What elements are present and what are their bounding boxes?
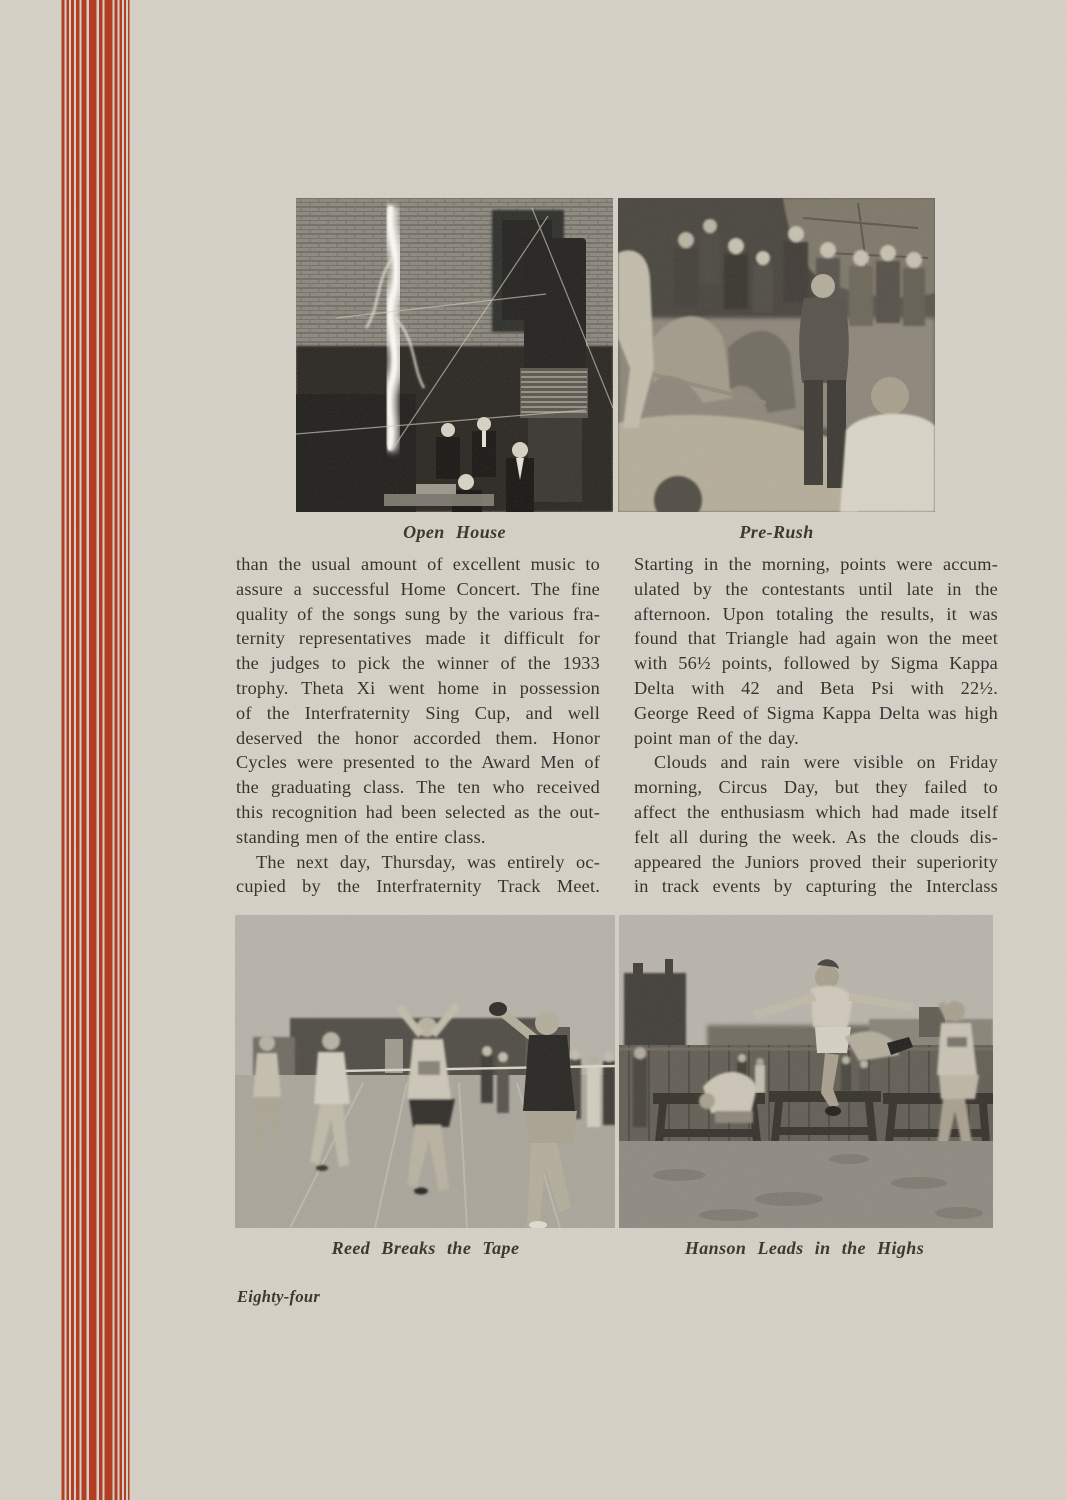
text-line: appeared the Juniors proved their superiority [634, 851, 998, 872]
text-line: ulated by the contestants until late in the [634, 578, 998, 599]
photo-pre-rush [618, 198, 935, 512]
page-number: Eighty-four [237, 1287, 321, 1306]
caption-reed-breaks-tape: Reed Breaks the Tape [331, 1238, 520, 1258]
caption-open-house: Open House [403, 522, 506, 542]
text-line: cupied by the Interfraternity Track Meet. [236, 876, 600, 897]
text-line: felt all during the week. As the clouds dis- [634, 826, 998, 847]
left-border-stripes [58, 0, 132, 1500]
text-line: the graduating class. The ten who received [236, 777, 600, 798]
text-line: quality of the songs sung by the various fra- [236, 603, 600, 624]
text-line: the judges to pick the winner of the 1933 [236, 653, 600, 674]
body-text [236, 552, 998, 899]
text-line: found that Triangle had again won the meet [634, 628, 998, 649]
text-line: Cycles were presented to the Award Men of [236, 752, 600, 773]
text-line: ternity representatives made it difficult for [236, 628, 600, 649]
text-line: of the Interfraternity Sing Cup, and well [236, 702, 600, 723]
caption-pre-rush: Pre-Rush [739, 522, 814, 542]
text-line: George Reed of Sigma Kappa Delta was high [634, 702, 998, 723]
text-line: in track events by capturing the Interclass [634, 876, 998, 897]
crowd-illustration [618, 198, 935, 512]
text-line: Clouds and rain were visible on Friday [654, 752, 998, 773]
text-line: with 56½ points, followed by Sigma Kappa [634, 653, 998, 674]
track-finish-illustration [235, 915, 615, 1228]
photo-reed-breaks-tape [235, 915, 615, 1228]
tesla-coil-illustration [296, 198, 613, 512]
text-column-right [634, 552, 998, 899]
text-line: morning, Circus Day, but they failed to [634, 777, 998, 798]
text-line: Starting in the morning, points were accum- [634, 554, 998, 574]
photo-open-house [296, 198, 613, 512]
text-line: Delta with 42 and Beta Psi with 22½. [634, 677, 998, 698]
text-line: assure a successful Home Concert. The fine [236, 578, 600, 599]
text-line: deserved the honor accorded them. Honor [236, 727, 600, 748]
text-line: trophy. Theta Xi went home in possession [236, 677, 600, 698]
hurdles-race-illustration [619, 915, 993, 1228]
text-line: standing men of the entire class. [236, 826, 486, 847]
text-line: afternoon. Upon totaling the results, it was [634, 603, 998, 624]
text-line: than the usual amount of excellent music to [236, 554, 600, 574]
text-line: affect the enthusiasm which had made itself [634, 801, 998, 822]
caption-hanson-hurdles: Hanson Leads in the Highs [684, 1238, 925, 1258]
text-line: The next day, Thursday, was entirely oc- [256, 851, 600, 872]
text-line: this recognition had been selected as the out- [236, 801, 600, 822]
photo-hanson-hurdles [619, 915, 993, 1228]
text-column-left [236, 552, 600, 899]
text-line: point man of the day. [634, 727, 799, 748]
